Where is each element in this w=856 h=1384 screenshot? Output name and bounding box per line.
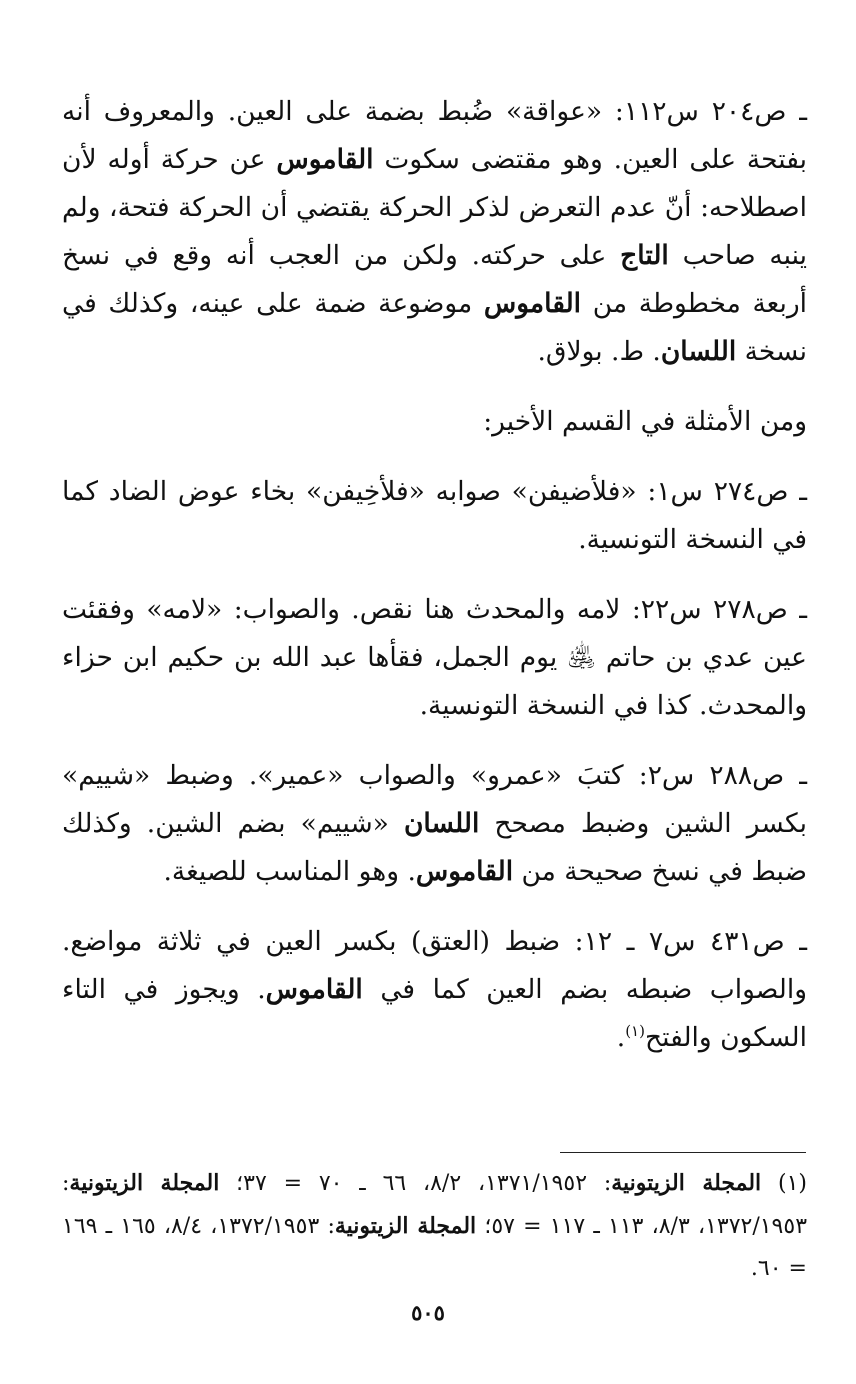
paragraph-1-text-1: ـ ص٢٠٤ س١١٢: «عواقة» ضُبط بضمة على العين. والمعروف أنه بفتحة على العين. وهو مقتضى سكوت (62, 96, 807, 175)
page-number: ٥٠٥ (411, 1300, 445, 1325)
paragraph-6 (62, 918, 807, 1062)
footnote-divider (560, 1152, 806, 1153)
paragraph-6-text-3: . (616, 1022, 626, 1053)
book-title-qamus: القاموس (483, 288, 582, 319)
paragraph-6-text-1: ـ ص٤٣١ س٧ ـ ١٢: ضبط (العتق) بكسر العين في ثلاثة مواضع. والصواب ضبطه بضم العين كما في (62, 926, 807, 1005)
paragraph-1 (62, 88, 807, 376)
paragraph-5-text-1: ـ ص٢٨٨ س٢: كتبَ «عمرو» والصواب «عمير». وضبط «شييم» بكسر الشين وضبط مصحح (62, 760, 807, 839)
book-title-qamus: القاموس (265, 974, 363, 1005)
journal-title: المجلة الزيتونية (334, 1213, 477, 1239)
footnote-marker: (١) (777, 1171, 807, 1196)
footnote-citation-1: : ١٣٧١/١٩٥٢، ٨/٢، ٦٦ ـ ٧٠ = ٣٧؛ (219, 1171, 612, 1196)
journal-title: المجلة الزيتونية (611, 1170, 762, 1196)
footnote-citation-2: : ١٣٧٢/١٩٥٣، ٨/٣، ١١٣ ـ ١١٧ = ٥٧؛ (62, 1171, 808, 1239)
paragraph-2: ومن الأمثلة في القسم الأخير: (483, 406, 807, 437)
paragraph-4: ـ ص٢٧٨ س٢٢: لامه والمحدث هنا نقص. والصواب: «لامه» وفقئت عين عدي بن حاتم ﵁ يوم الجمل، فقأها عبد الله بن حكيم ابن حزاء والمحدث. كذا في النسخة التونسية. (62, 594, 807, 721)
paragraph-5-text-2: «شييم» بضم الشين. وكذلك ضبط في نسخ صحيحة من (62, 808, 807, 887)
paragraph-5-text-3: . وهو المناسب للصيغة. (163, 856, 416, 887)
paragraph-1-text-3: على حركته. ولكن من العجب أنه وقع في نسخ أربعة مخطوطة من (62, 240, 807, 319)
footnote-reference: (١) (625, 1022, 645, 1041)
page-body (62, 88, 807, 1062)
book-title-lisan: اللسان (403, 808, 480, 839)
paragraph-1-text-2: عن حركة أوله لأن اصطلاحه: أنّ عدم التعرض لذكر الحركة يقتضي أن الحركة فتحة، ولم ينبه صاحب (62, 144, 807, 271)
footnote (62, 1162, 807, 1290)
journal-title: المجلة الزيتونية (69, 1170, 220, 1196)
book-title-qamus: القاموس (276, 144, 374, 175)
paragraph-3: ـ ص٢٧٤ س١: «فلأضيفن» صوابه «فلأخِيفن» بخاء عوض الضاد كما في النسخة التونسية. (62, 476, 807, 555)
paragraph-1-text-4: موضوعة ضمة على عينه، وكذلك في نسخة (62, 288, 807, 367)
paragraph-1-text-5: . ط. بولاق. (537, 336, 661, 367)
book-title-qamus: القاموس (415, 856, 514, 887)
paragraph-6-text-2: . ويجوز في التاء السكون والفتح (62, 974, 807, 1053)
paragraph-5 (62, 752, 807, 896)
book-title-lisan: اللسان (660, 336, 737, 367)
footnote-citation-3: : ١٣٧٢/١٩٥٣، ٨/٤، ١٦٥ ـ ١٦٩ = ٦٠. (62, 1214, 807, 1281)
book-title-taj: التاج (620, 240, 669, 271)
